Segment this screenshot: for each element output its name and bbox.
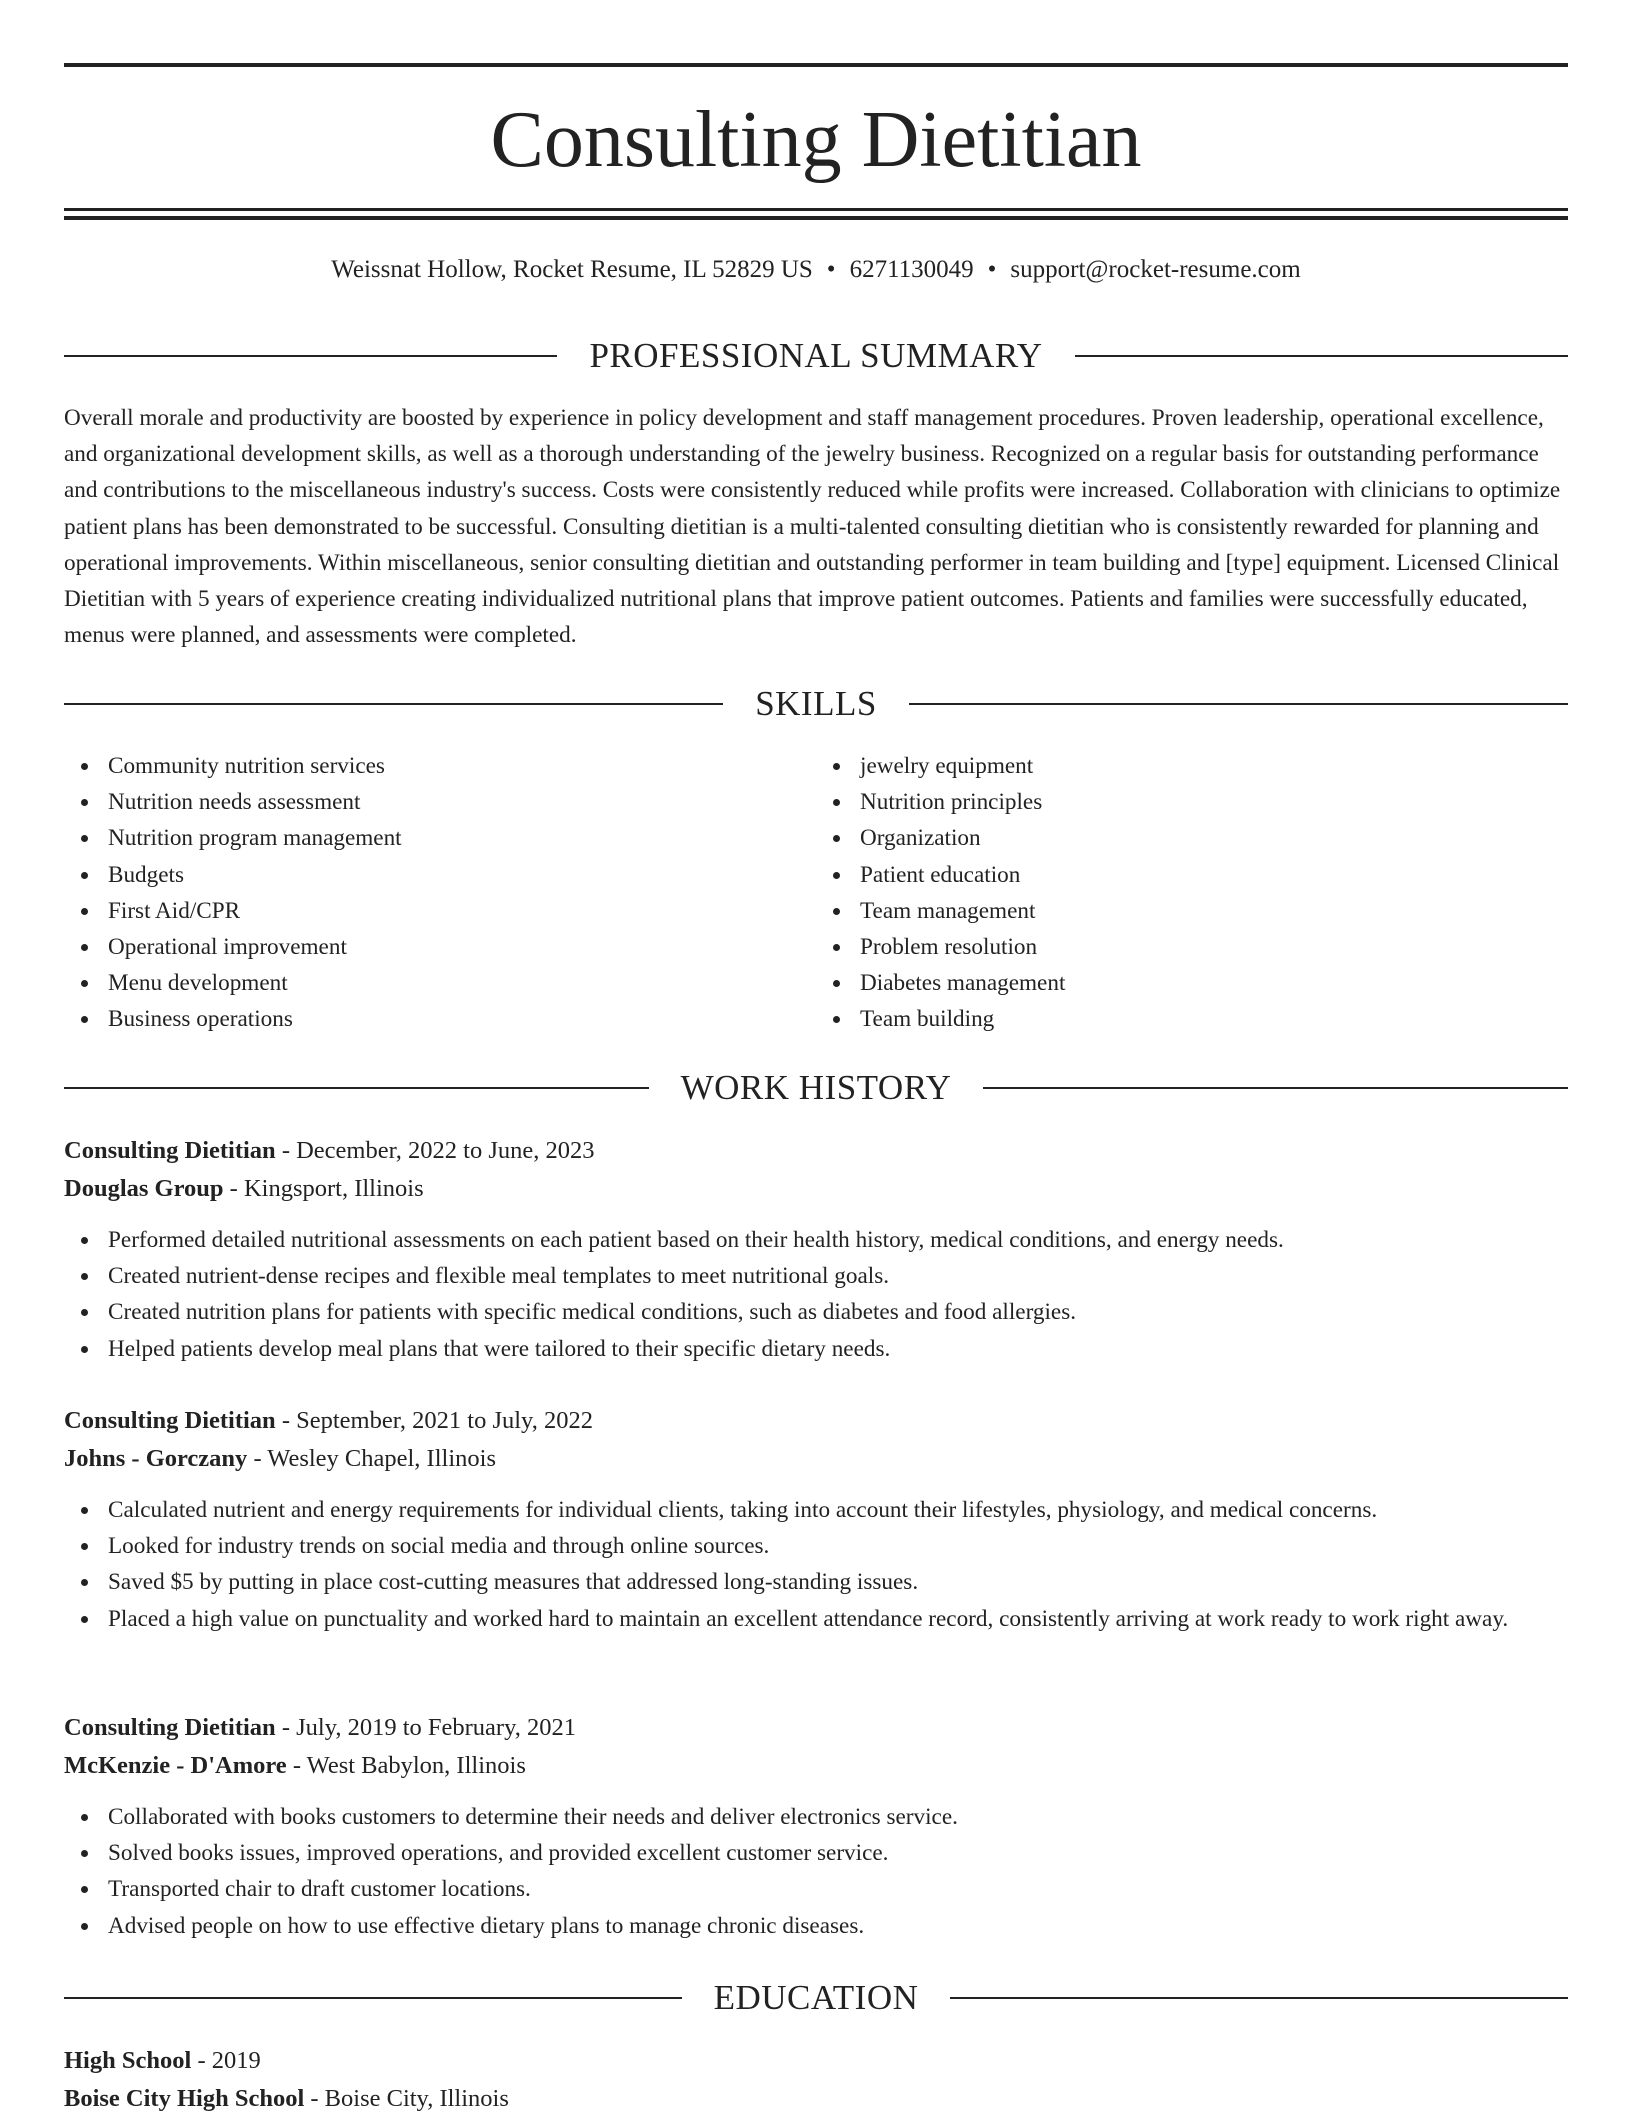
job-dates: - December, 2022 to June, 2023 — [275, 1137, 595, 1164]
job-bullet: Advised people on how to use effective dietary plans to manage chronic diseases. — [64, 1908, 1568, 1944]
divider — [1075, 355, 1568, 357]
skill-item: Operational improvement — [64, 929, 816, 965]
education-section-header — [64, 1978, 1568, 2018]
job-company-line — [64, 1440, 1568, 1478]
skill-item: Organization — [816, 820, 1568, 856]
job-company-line — [64, 1170, 1568, 1208]
job-company: Douglas Group — [64, 1175, 224, 1202]
skills-list — [64, 748, 1568, 1038]
contact-address: Weissnat Hollow, Rocket Resume, IL 52829 US — [331, 256, 813, 283]
education-location: - Boise City, Illinois — [304, 2085, 509, 2112]
job-company: McKenzie - D'Amore — [64, 1752, 287, 1779]
skills-section-header — [64, 684, 1568, 724]
skill-item: Team management — [816, 893, 1568, 929]
contact-separator: • — [987, 256, 997, 283]
top-rule — [64, 63, 1568, 67]
skill-item: Menu development — [64, 965, 816, 1001]
job-title-line — [64, 1132, 1568, 1170]
job-bullet: Helped patients develop meal plans that were tailored to their specific dietary needs. — [64, 1331, 1568, 1367]
job-entry — [64, 1132, 1568, 1367]
education-heading: EDUCATION — [713, 1978, 919, 2017]
job-location: - Wesley Chapel, Illinois — [247, 1445, 496, 1472]
contact-line — [64, 254, 1568, 286]
skill-item: First Aid/CPR — [64, 893, 816, 929]
job-dates: - September, 2021 to July, 2022 — [275, 1407, 593, 1434]
skill-item: Nutrition principles — [816, 784, 1568, 820]
divider — [950, 1997, 1568, 1999]
job-bullet: Transported chair to draft customer locations. — [64, 1871, 1568, 1907]
job-bullet: Saved $5 by putting in place cost-cutting measures that addressed long-standing issues. — [64, 1564, 1568, 1600]
job-bullets — [64, 1222, 1568, 1367]
contact-email: support@rocket-resume.com — [1010, 256, 1301, 283]
job-entry — [64, 1709, 1568, 1944]
skills-column-right — [816, 748, 1568, 1038]
job-bullet: Calculated nutrient and energy requirements for individual clients, taking into account their lifestyles, physiology, and medical concerns. — [64, 1492, 1568, 1528]
job-company-line — [64, 1747, 1568, 1785]
job-title: Consulting Dietitian — [64, 1407, 276, 1434]
work-section-header — [64, 1068, 1568, 1108]
summary-text: Overall morale and productivity are boosted by experience in policy development and staff management procedures. Proven leadership, operational excellence, and organizational development skills, as well as a thorough understanding of the jewelry business. Recognized on a regular basis for outstanding performance and contributions to the miscellaneous industry's success. Costs were consistently reduced while profits were increased. Collaboration with clinicians to optimize patient plans has been demonstrated to be successful. Consulting dietitian is a multi-talented consulting dietitian who is consistently rewarded for planning and operational improvements. Within miscellaneous, senior consulting dietitian and outstanding performer in team building and [type] equipment. Licensed Clinical Dietitian with 5 years of experience creating individualized nutritional plans that improve patient outcomes. Patients and families were successfully educated, menus were planned, and assessments were completed. — [64, 405, 1561, 649]
job-entry — [64, 1402, 1568, 1637]
education-entry — [64, 2042, 1568, 2112]
work-heading: WORK HISTORY — [680, 1068, 952, 1107]
job-bullet: Collaborated with books customers to determine their needs and deliver electronics service. — [64, 1799, 1568, 1835]
job-title-line — [64, 1709, 1568, 1747]
summary-heading: PROFESSIONAL SUMMARY — [589, 336, 1043, 375]
job-title-line — [64, 1402, 1568, 1440]
education-year: - 2019 — [191, 2047, 261, 2074]
job-bullets — [64, 1492, 1568, 1637]
job-bullet: Performed detailed nutritional assessments on each patient based on their health history, medical conditions, and energy needs. — [64, 1222, 1568, 1258]
skill-item: Community nutrition services — [64, 748, 816, 784]
skill-item: Budgets — [64, 857, 816, 893]
job-dates: - July, 2019 to February, 2021 — [275, 1714, 577, 1741]
skill-item: Team building — [816, 1001, 1568, 1037]
skill-item: jewelry equipment — [816, 748, 1568, 784]
skill-item: Patient education — [816, 857, 1568, 893]
job-bullet: Looked for industry trends on social media and through online sources. — [64, 1528, 1568, 1564]
job-bullet: Created nutrient-dense recipes and flexible meal templates to meet nutritional goals. — [64, 1258, 1568, 1294]
contact-phone: 6271130049 — [849, 256, 974, 283]
skills-heading: SKILLS — [755, 684, 877, 723]
job-bullets — [64, 1799, 1568, 1944]
education-degree-line — [64, 2042, 1568, 2080]
divider — [64, 355, 557, 357]
education-school: Boise City High School — [64, 2085, 305, 2112]
education-school-line — [64, 2080, 1568, 2112]
divider — [983, 1087, 1568, 1089]
resume-title: Consulting Dietitian — [490, 96, 1142, 184]
education-degree: High School — [64, 2047, 192, 2074]
skill-item: Problem resolution — [816, 929, 1568, 965]
job-bullet: Placed a high value on punctuality and worked hard to maintain an excellent attendance record, consistently arriving at work ready to work right away. — [64, 1601, 1568, 1637]
title-double-rule — [64, 208, 1568, 220]
divider — [64, 1087, 649, 1089]
skill-item: Business operations — [64, 1001, 816, 1037]
contact-separator: • — [826, 256, 836, 283]
divider — [64, 703, 723, 705]
job-company: Johns - Gorczany — [64, 1445, 248, 1472]
skill-item: Nutrition needs assessment — [64, 784, 816, 820]
job-bullet: Solved books issues, improved operations, and provided excellent customer service. — [64, 1835, 1568, 1871]
job-location: - West Babylon, Illinois — [286, 1752, 526, 1779]
skill-item: Nutrition program management — [64, 820, 816, 856]
divider — [909, 703, 1568, 705]
job-location: - Kingsport, Illinois — [223, 1175, 424, 1202]
job-bullet: Created nutrition plans for patients with specific medical conditions, such as diabetes and food allergies. — [64, 1294, 1568, 1330]
summary-section-header — [64, 336, 1568, 376]
divider — [64, 1997, 682, 1999]
skill-item: Diabetes management — [816, 965, 1568, 1001]
job-title: Consulting Dietitian — [64, 1137, 276, 1164]
skills-column-left — [64, 748, 816, 1038]
job-title: Consulting Dietitian — [64, 1714, 276, 1741]
